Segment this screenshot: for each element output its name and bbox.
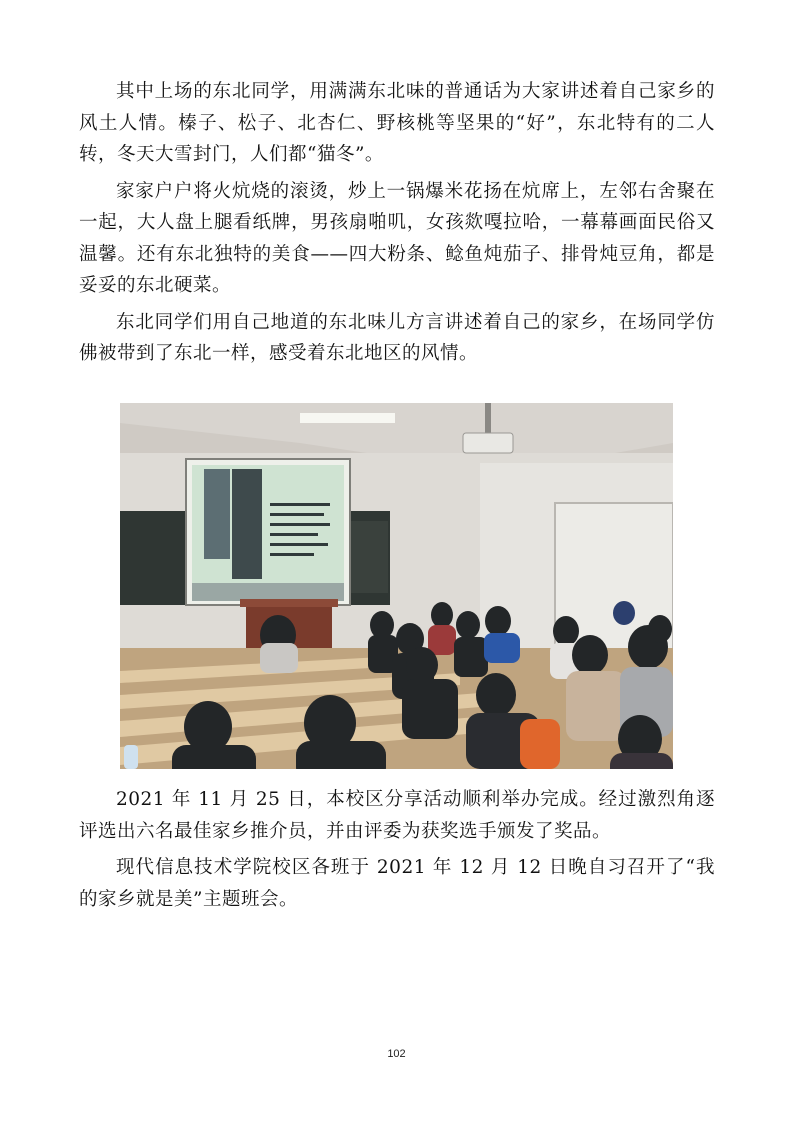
paragraph-event-result: 2021 年 11 月 25 日，本校区分享活动顺利举办完成。经过激烈角逐评选出六名最佳家乡推介员，并由评委为获奖选手颁发了奖品。 bbox=[79, 789, 715, 842]
bottom-text-block bbox=[79, 784, 715, 915]
paragraph-dialect: 东北同学们用自己地道的东北味儿方言讲述着自己的家乡，在场同学仿佛被带到了东北一样，感受着东北地区的风情。 bbox=[79, 311, 715, 364]
paragraph-winter-life: 家家户户将火炕烧的滚烫，炒上一锅爆米花扬在炕席上，左邻右舍聚在一起，大人盘上腿看纸牌，男孩扇啪叽，女孩欻嘎拉哈，一幕幕画面民俗又温馨。还有东北独特的美食——四大粉条、鲶鱼炖茄子、排骨炖豆角，都是妥妥的东北硬菜。 bbox=[79, 180, 715, 296]
paragraph-class-meeting: 现代信息技术学院校区各班于 2021 年 12 月 12 日晚自习召开了“我的家乡就是美”主题班会。 bbox=[79, 857, 715, 910]
top-text-block bbox=[79, 76, 715, 370]
paragraph-local-customs: 其中上场的东北同学，用满满东北味的普通话为大家讲述着自己家乡的风土人情。榛子、松子、北杏仁、野核桃等坚果的“好”，东北特有的二人转，冬天大雪封门，人们都“猫冬”。 bbox=[79, 81, 715, 165]
page-number: 102 bbox=[387, 1048, 406, 1060]
classroom-photo bbox=[120, 403, 673, 769]
